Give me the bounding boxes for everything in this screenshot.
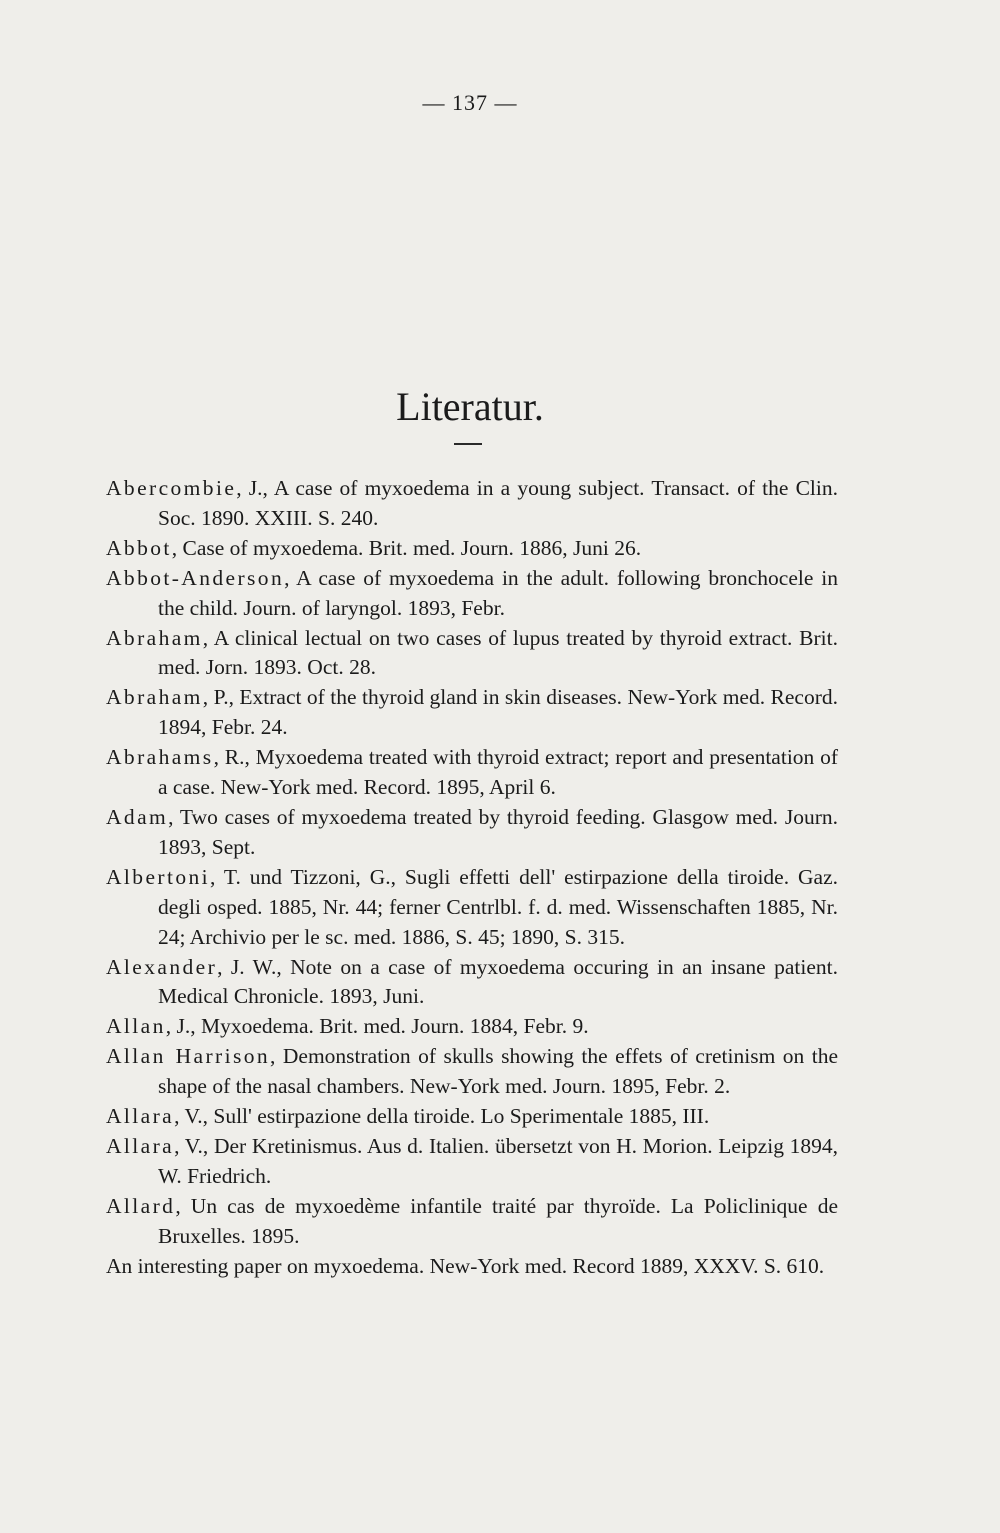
bibliography-entry: [106, 803, 838, 863]
entry-text: , Case of myxoedema. Brit. med. Journ. 1886, Juni 26.: [171, 535, 642, 560]
bibliography-entry: [106, 1192, 838, 1252]
entry-author: Alexander: [106, 954, 218, 979]
entry-author: Albertoni: [106, 864, 210, 889]
bibliography-entry: [106, 1132, 838, 1192]
entry-text: An interesting paper on myxoedema. New-York med. Record 1889, XXXV. S. 610.: [106, 1253, 825, 1278]
entry-author: Abercombie: [106, 476, 237, 500]
bibliography-entry: [106, 863, 838, 953]
entry-author: Abbot: [106, 535, 172, 560]
entry-author: Allara: [106, 1133, 175, 1158]
bibliography-entry: [106, 683, 838, 743]
bibliography-list: [106, 474, 838, 1281]
bibliography-entry: [106, 624, 838, 684]
entry-text: , V., Der Kretinismus. Aus d. Italien. übersetzt von H. Morion. Leipzig 1894, W. Friedrich.: [158, 1133, 838, 1188]
entry-text: , J., Myxoedema. Brit. med. Journ. 1884, Febr. 9.: [165, 1014, 589, 1039]
bibliography-entry: [106, 1102, 838, 1132]
entry-author: Abraham: [106, 625, 203, 650]
section-title: Literatur.: [396, 384, 544, 429]
entry-text: , J., A case of myxoedema in a young subject. Transact. of the Clin. Soc. 1890. XXIII. S. 240.: [158, 476, 838, 530]
entry-author: Allara: [106, 1104, 175, 1129]
bibliography-entry: [106, 953, 838, 1013]
bibliography-entry: [106, 743, 838, 803]
bibliography-entry: [106, 1042, 838, 1102]
bibliography-entry: [106, 1012, 838, 1042]
bibliography-entry: [106, 534, 838, 564]
entry-text: , Un cas de myxoedème infantile traité par thyroïde. La Policlinique de Bruxelles. 1895.: [158, 1193, 838, 1248]
entry-text: , P., Extract of the thyroid gland in skin diseases. New-York med. Record. 1894, Febr. 24.: [158, 685, 838, 740]
entry-author: Abrahams: [106, 745, 214, 770]
entry-author: Allan Harrison: [106, 1044, 271, 1069]
entry-text: , A case of myxoedema in the adult. following bronchocele in the child. Journ. of laryngol. 1893, Febr.: [158, 565, 838, 620]
entry-author: Allan: [106, 1014, 166, 1039]
entry-author: Abbot-Anderson: [106, 565, 285, 590]
entry-text: , V., Sull' estirpazione della tiroide. Lo Sperimentale 1885, III.: [174, 1104, 710, 1129]
entry-author: Allard: [106, 1193, 176, 1218]
bibliography-entry: [106, 1252, 838, 1282]
page-number: — 137 —: [422, 90, 518, 115]
bibliography-entry: [106, 564, 838, 624]
entry-text: , Demonstration of skulls showing the effets of cretinism on the shape of the nasal chambers. New-York med. Journ. 1895, Febr. 2.: [158, 1044, 838, 1099]
title-divider: [454, 443, 482, 445]
entry-text: , J. W., Note on a case of myxoedema occuring in an insane patient. Medical Chronicle. 1893, Juni.: [158, 954, 838, 1009]
entry-author: Abraham: [106, 685, 203, 710]
entry-text: , A clinical lectual on two cases of lupus treated by thyroid extract. Brit. med. Jorn. 1893. Oct. 28.: [158, 625, 838, 680]
entry-text: , T. und Tizzoni, G., Sugli effetti dell' estirpazione della tiroide. Gaz. degli osped. 1885, Nr. 44; ferner Centrlbl. f. d. med. Wissenschaften 1885, Nr. 24; Archivio per le sc. med. 1886, S. 45; 1890, S. 315.: [158, 864, 838, 949]
bibliography-entry: [106, 474, 838, 534]
entry-text: , Two cases of myxoedema treated by thyroid feeding. Glasgow med. Journ. 1893, Sept.: [158, 804, 838, 859]
entry-text: , R., Myxoedema treated with thyroid extract; report and presentation of a case. New-York med. Record. 1895, April 6.: [158, 745, 838, 800]
entry-author: Adam: [106, 804, 169, 829]
